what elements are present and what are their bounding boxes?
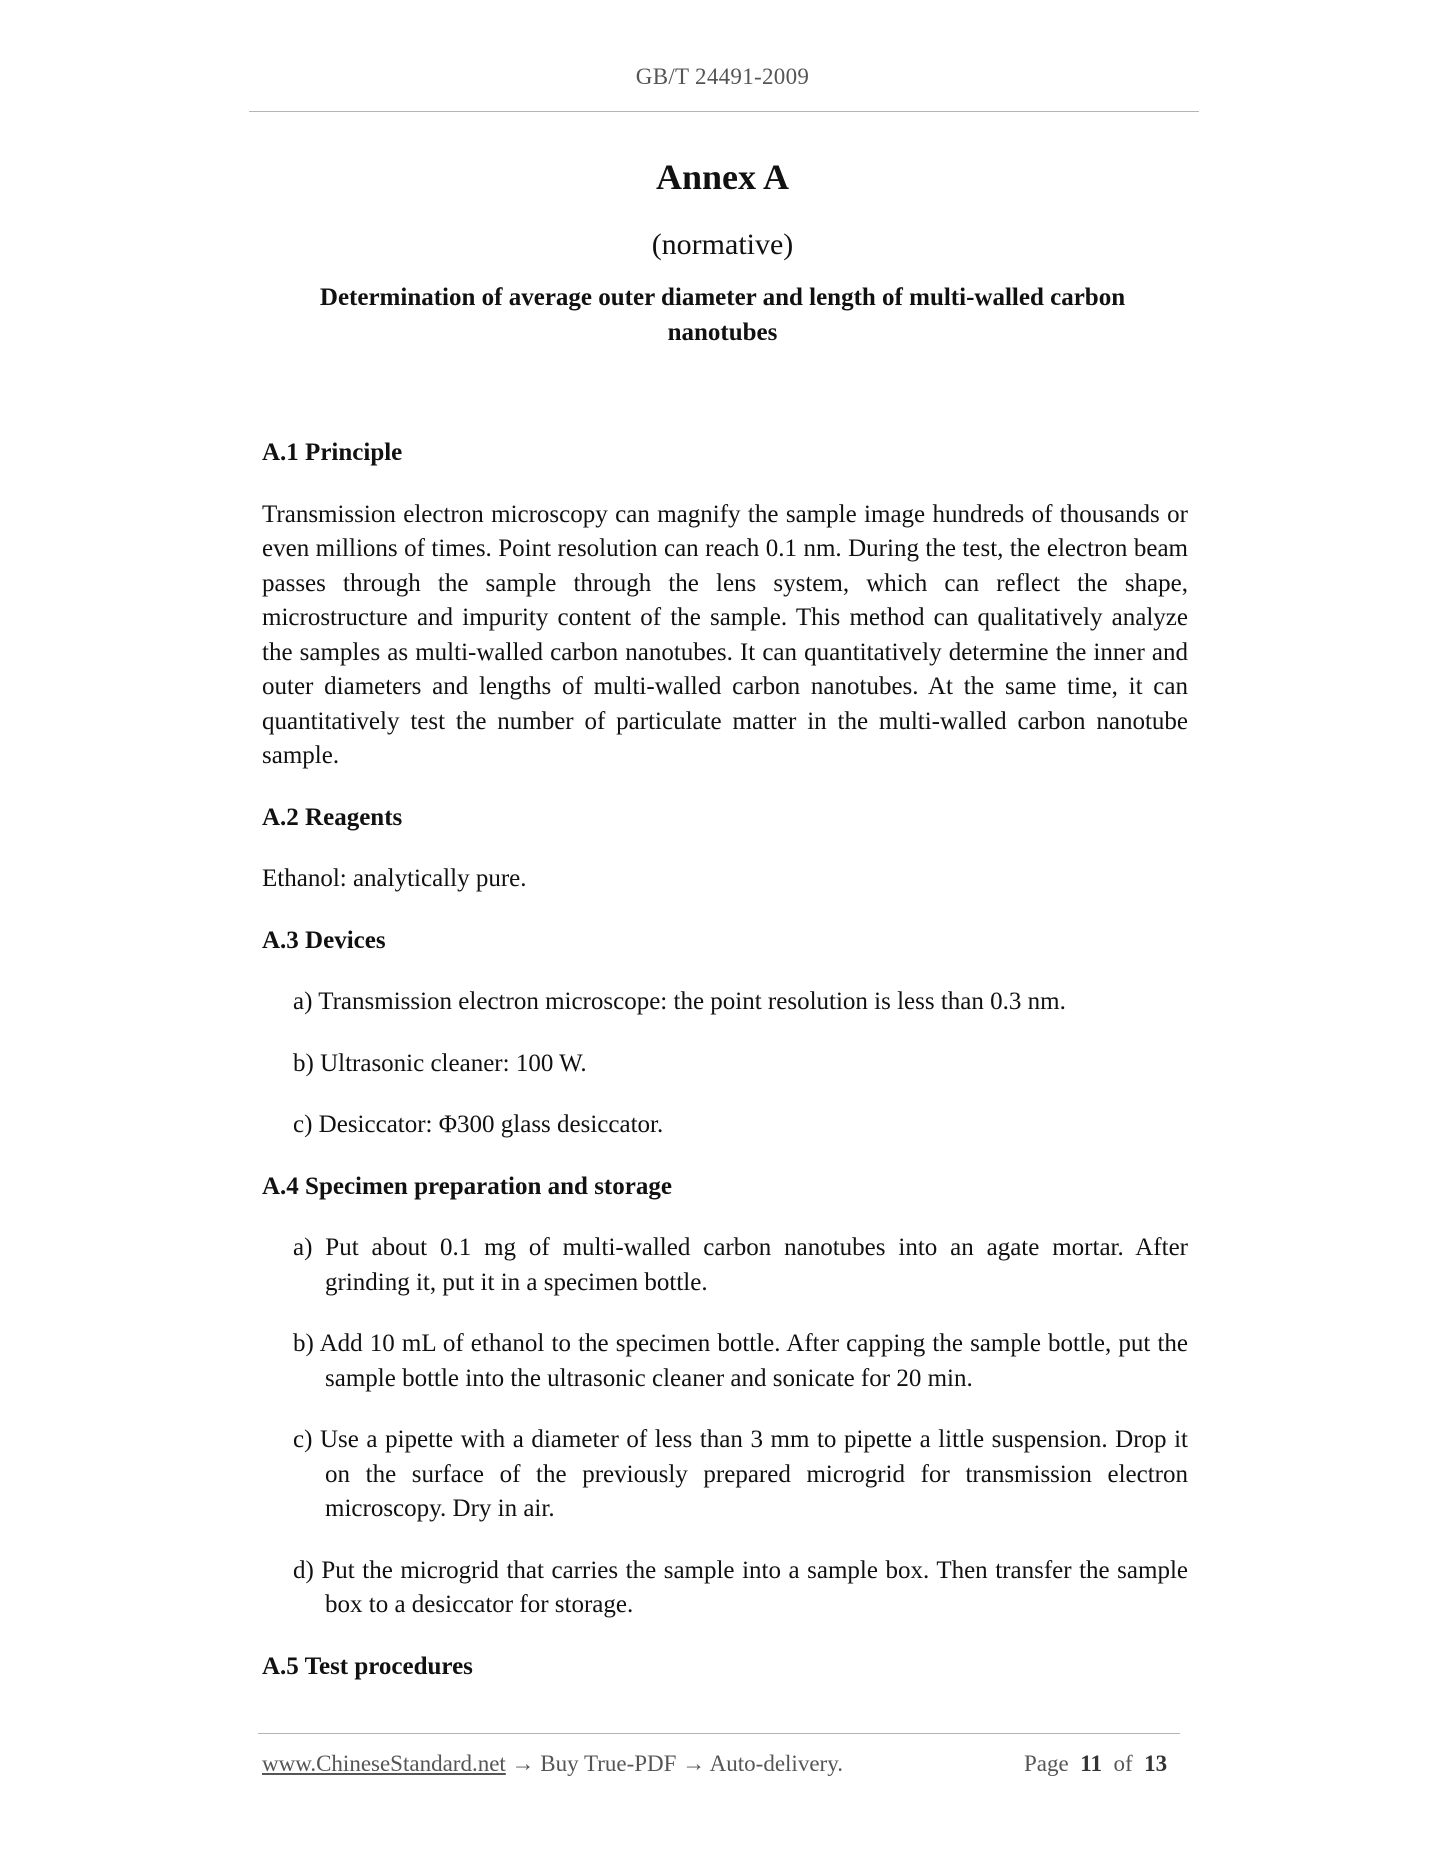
- section-heading-test-procedures: A.5 Test procedures: [262, 1652, 473, 1680]
- page-indicator: [1024, 1751, 1167, 1777]
- devices-list-item: b) Ultrasonic cleaner: 100 W.: [293, 1049, 587, 1077]
- reagents-paragraph: Ethanol: analytically pure.: [262, 865, 527, 892]
- annex-title: Annex A: [655, 157, 790, 197]
- header-divider: [249, 111, 1199, 112]
- specimen-list-item: a) Put about 0.1 mg of multi-walled carbon nanotubes into an agate mortar. After grinding it, put it in a specimen bottle.: [293, 1234, 1188, 1296]
- annex-type: (normative): [651, 228, 794, 261]
- specimen-list-item: d) Put the microgrid that carries the sample into a sample box. Then transfer the sample box to a desiccator for storage.: [293, 1556, 1188, 1618]
- devices-list-item: c) Desiccator: Φ300 glass desiccator.: [293, 1111, 664, 1138]
- arrow-icon: →: [682, 1751, 706, 1776]
- section-heading-reagents: A.2 Reagents: [262, 803, 403, 831]
- standard-number-header: GB/T 24491-2009: [635, 64, 810, 89]
- annex-subject-line-1: Determination of average outer diameter and length of multi-walled carbon: [319, 284, 1126, 311]
- section-heading-devices: A.3 Devices: [262, 926, 386, 954]
- footer-divider: [258, 1733, 1180, 1734]
- site-link[interactable]: www.ChineseStandard.net: [262, 1751, 506, 1776]
- page-total: 13: [1144, 1751, 1168, 1776]
- arrow-icon: →: [511, 1751, 535, 1776]
- specimen-list-item: c) Use a pipette with a diameter of less than 3 mm to pipette a little suspension. Drop it on the surface of the previously prepared microgrid for transmission electron microscopy. Dry in air.: [293, 1426, 1188, 1522]
- document-body: [262, 436, 1188, 1684]
- specimen-list-item: b) Add 10 mL of ethanol to the specimen bottle. After capping the sample bottle, put the sample bottle into the ultrasonic cleaner and sonicate for 20 min.: [293, 1330, 1188, 1392]
- principle-paragraph: Transmission electron microscopy can magnify the sample image hundreds of thousands or even millions of times. Point resolution can reach 0.1 nm. During the test, the electron beam passes through the sample through the lens system, which can reflect the shape, microstructure and impurity content of the sample. This method can qualitatively analyze the samples as multi-walled carbon nanotubes. It can quantitatively determine the inner and outer diameters and lengths of multi-walled carbon nanotubes. At the same time, it can quantitatively test the number of particulate matter in the multi-walled carbon nanotube sample.: [262, 500, 1188, 769]
- footer-promo: [262, 1751, 843, 1777]
- annex-subject: [280, 280, 1165, 350]
- page-label: Page: [1024, 1751, 1069, 1776]
- section-heading-principle: A.1 Principle: [262, 439, 403, 466]
- page-current: 11: [1080, 1751, 1102, 1776]
- devices-list-item: a) Transmission electron microscope: the point resolution is less than 0.3 nm.: [293, 988, 1066, 1015]
- section-heading-specimen-preparation: A.4 Specimen preparation and storage: [262, 1172, 672, 1200]
- of-label: of: [1113, 1751, 1133, 1776]
- delivery-text: Auto-delivery.: [709, 1751, 843, 1776]
- annex-subject-line-2: nanotubes: [667, 319, 778, 346]
- buy-text: Buy True-PDF: [540, 1751, 677, 1776]
